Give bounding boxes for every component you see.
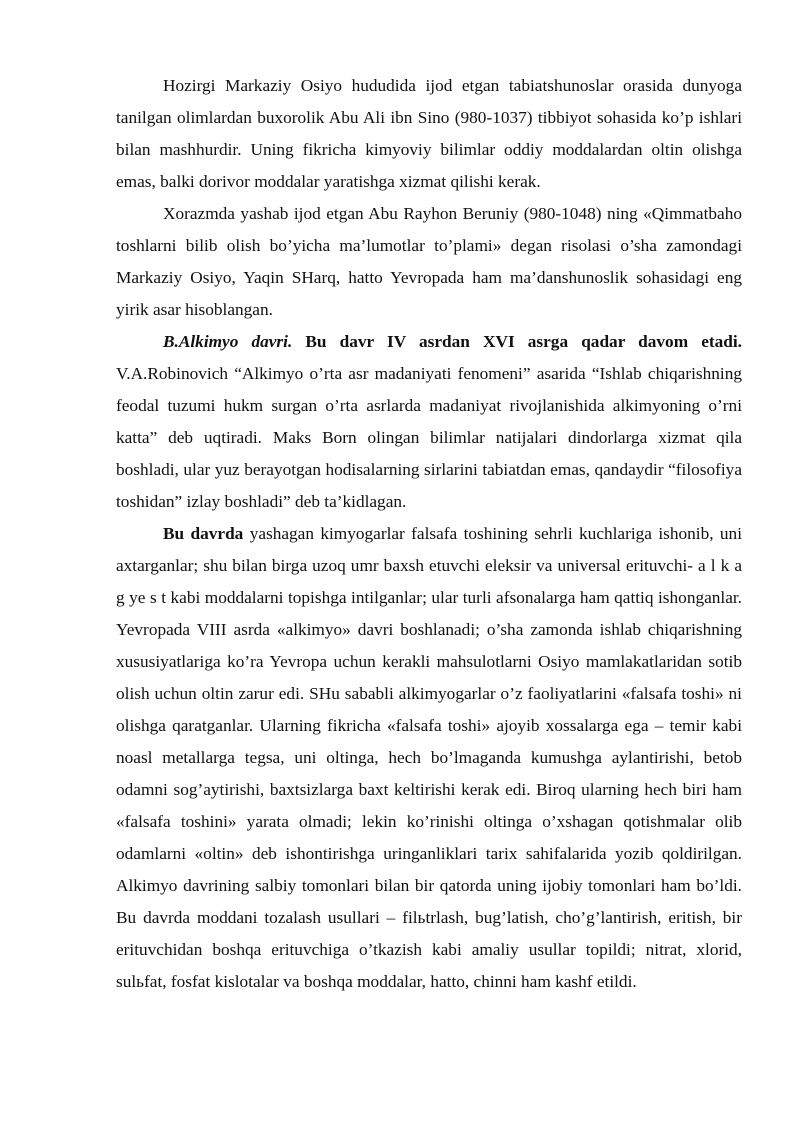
document-page (116, 70, 742, 998)
paragraph-text: Hozirgi Markaziy Osiyo hududida ijod etgan tabiatshunoslar orasida dunyoga tanilgan olimlardan buxorolik Abu Ali ibn Sino (980-1037) tibbiyot sohasida ko’p ishlari bilan mashhurdir. Uning fikricha kimyoviy bilimlar oddiy moddalardan oltin olishga emas, balki dorivor moddalar yaratishga xizmat qilishi kerak. (116, 76, 742, 191)
paragraph-beruniy (116, 198, 742, 326)
section-heading: B.Alkimyo davri. (163, 332, 293, 351)
paragraph-alkimyo-davri (116, 326, 742, 518)
paragraph-ibn-sino (116, 70, 742, 198)
paragraph-text: V.A.Robinovich “Alkimyo o’rta asr madaniyati fenomeni” asarida “Ishlab chiqarishning feodal tuzumi hukm surgan o’rta asrlarda madaniyat rivojlanishida alkimyoning o’rni katta” deb uqtiradi. Maks Born olingan bilimlar natijalari dindorlarga xizmat qila boshladi, ular yuz berayotgan hodisalarning sirlarini tabiatdan emas, qandaydir “filosofiya toshidan” izlay boshladi” deb ta’kidlagan. (116, 364, 742, 511)
paragraph-text: yashagan kimyogarlar falsafa toshining sehrli kuchlariga ishonib, uni axtarganlar; shu bilan birga uzoq umr baxsh etuvchi eleksir va universal erituvchi- a l k a g ye s t kabi moddalarni topishga intilganlar; ular turli afsonalarga ham qattiq ishonganlar. Yevropada VIII asrda «alkimyo» davri boshlanadi; o’sha zamonda ishlab chiqarishning xususiyatlariga ko’ra Yevropa uchun kerakli mahsulotlarni Osiyo mamlakatlaridan sotib olish uchun oltin zarur edi. SHu sababli alkimyogarlar o’z faoliyatlarini «falsafa toshi» ni olishga qaratganlar. Ularning fikricha «falsafa toshi» ajoyib xossalarga ega – temir kabi noasl metallarga tegsa, uni oltinga, hech bo’lmaganda kumushga aylantirishi, betob odamni sog’aytirishi, baxtsizlarga baxt keltirishi kerak edi. Biroq ularning hech biri ham «falsafa toshini» yarata olmadi; lekin ko’rinishi oltinga o’xshagan qotishmalar olib odamlarni «oltin» deb ishontirishga uringanliklari tarix sahifalarida yozib qoldirilgan. Alkimyo davrining salbiy tomonlari bilan bir qatorda uning ijobiy tomonlari ham bo’ldi. Bu davrda moddani tozalash usullari – filьtrlash, bug’latish, cho’g’lantirish, eritish, bir erituvchidan boshqa erituvchiga o’tkazish kabi amaliy usullar topildi; nitrat, xlorid, sulьfat, fosfat kislotalar va boshqa moddalar, hatto, chinni ham kashf etildi. (116, 524, 742, 991)
paragraph-text: Xorazmda yashab ijod etgan Abu Rayhon Beruniy (980-1048) ning «Qimmatbaho toshlarni bilib olish bo’yicha ma’lumotlar to’plami» degan risolasi o’sha zamondagi Markaziy Osiyo, Yaqin SHarq, hatto Yevropada ham ma’danshunoslik sohasidagi eng yirik asar hisoblangan. (116, 204, 742, 319)
bold-lead-sentence: Bu davr IV asrdan XVI asrga qadar davom etadi. (292, 332, 742, 351)
bold-lead-phrase: Bu davrda (163, 524, 244, 543)
paragraph-bu-davrda (116, 518, 742, 998)
